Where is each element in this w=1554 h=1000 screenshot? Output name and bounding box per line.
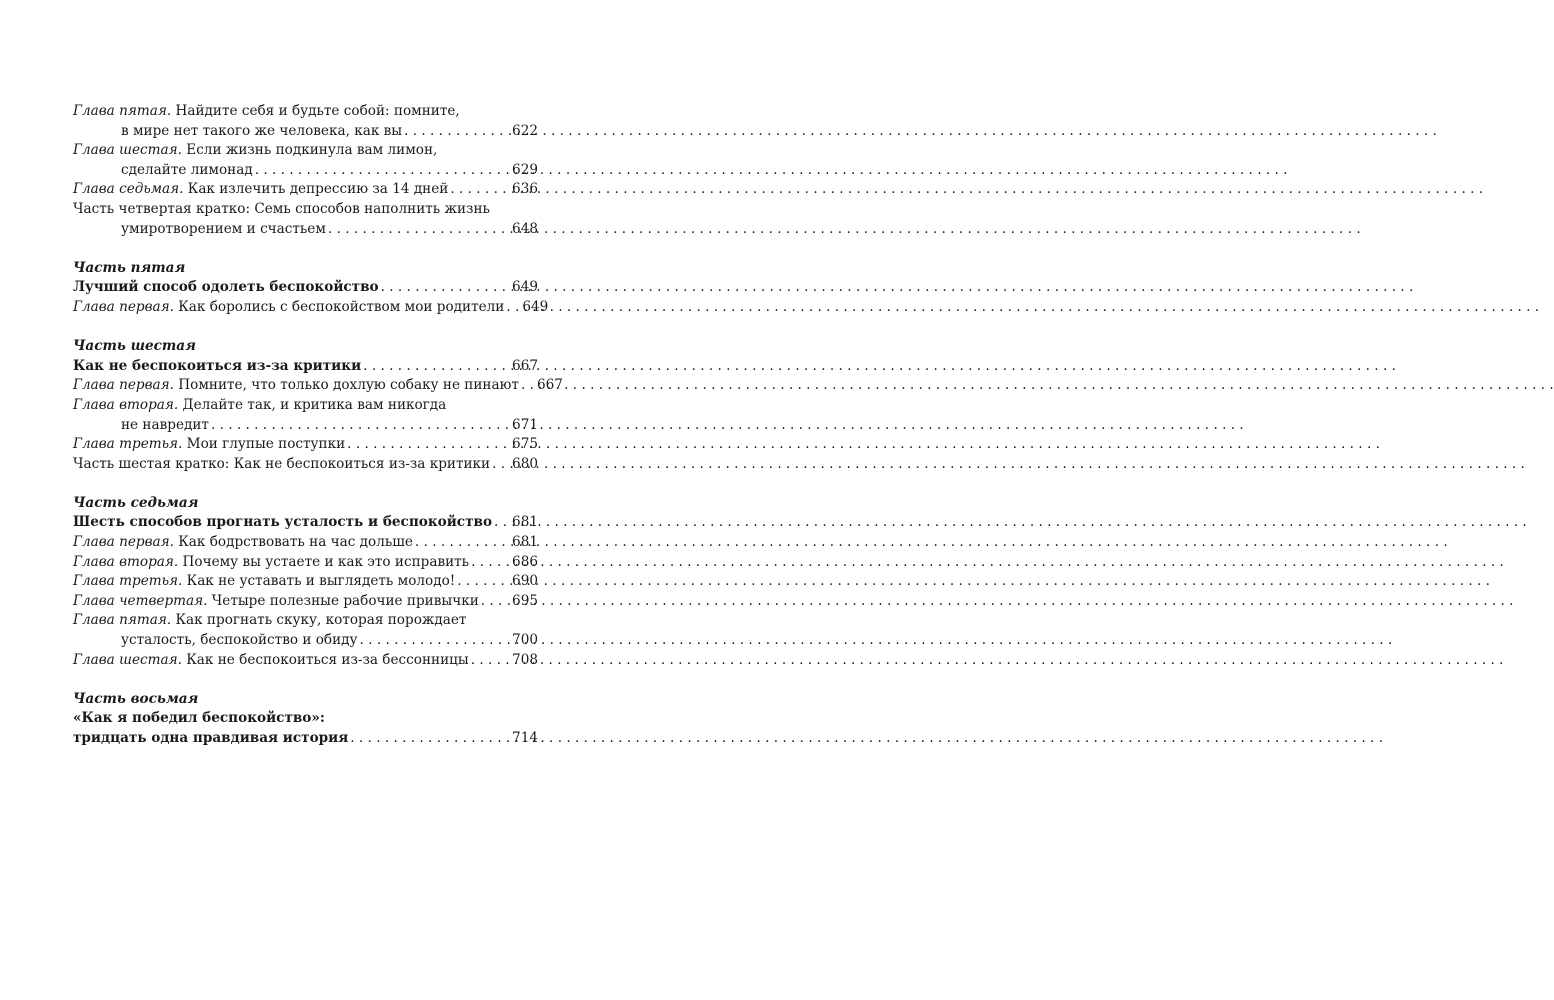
page-number: 667 (536, 377, 563, 394)
dot-leader (448, 180, 512, 200)
summary-title: Часть шестая кратко: Как не беспокоиться из-за критики (73, 455, 491, 472)
chapter-label: Глава первая. (73, 534, 174, 551)
chapter-title-continued: сделайте лимонад (121, 161, 253, 178)
dot-leader (379, 278, 512, 298)
chapter-title: Делайте так, и критика вам никогда (178, 396, 447, 413)
toc-entry-part7-ch6 (73, 651, 538, 671)
part-title: Лучший способ одолеть беспокойство (73, 279, 379, 296)
chapter-title: Мои глупые поступки (182, 436, 346, 453)
page-number: 636 (512, 181, 538, 198)
chapter-label: Глава вторая. (73, 553, 179, 570)
toc-entry-part7-ch4 (73, 592, 538, 612)
toc-entry-part7-ch5-line1 (73, 611, 538, 631)
page-number: 695 (512, 592, 538, 609)
page-number: 714 (512, 730, 538, 746)
toc-entry-part6-ch2-line2 (73, 416, 538, 436)
page-number: 700 (512, 632, 538, 649)
chapter-title: Найдите себя и будьте собой: помните, (171, 103, 460, 119)
toc-entry-part6-ch3 (73, 435, 538, 455)
dot-leader (519, 376, 537, 396)
chapter-label: Глава вторая. (73, 396, 179, 413)
dot-leader (253, 161, 512, 181)
toc-entry-part7-ch1 (73, 533, 538, 553)
part5-heading: Часть пятая (73, 259, 186, 276)
chapter-label: Глава первая. (73, 377, 174, 394)
chapter-label: Глава третья. (73, 573, 183, 590)
page-number: 690 (512, 573, 538, 590)
dot-leader (455, 572, 512, 592)
chapter-title: Как бодрствовать на час дольше (173, 534, 413, 551)
chapter-title: Как боролись с беспокойством мои родители (173, 298, 505, 315)
page-number: 648 (512, 220, 538, 237)
toc-entry-part4-ch5-line2 (73, 122, 538, 142)
page-number: 667 (512, 357, 538, 374)
chapter-label: Глава пятая. (73, 103, 172, 119)
dot-leader (492, 513, 512, 533)
dot-leader (402, 122, 512, 142)
page-number: 675 (512, 436, 538, 453)
summary-title: Часть четвертая кратко: Семь способов наполнить жизнь (73, 200, 490, 217)
toc-entry-part4-ch6-line1 (73, 141, 538, 161)
chapter-label: Глава третья. (73, 436, 183, 453)
part7-heading: Часть седьмая (73, 494, 199, 511)
chapter-title: Как прогнать скуку, которая порождает (171, 612, 467, 629)
summary-title-continued: умиротворением и счастьем (121, 220, 326, 237)
chapter-title: Если жизнь подкинула вам лимон, (181, 142, 438, 159)
toc-entry-part8-title-line2 (73, 729, 538, 749)
part-title: Как не беспокоиться из-за критики (73, 357, 362, 374)
part-heading (73, 494, 538, 514)
dot-leader (348, 729, 512, 749)
toc-entry-part6-summary (73, 455, 538, 475)
part-heading (73, 690, 538, 710)
dot-leader (361, 357, 512, 377)
chapter-title: Помните, что только дохлую собаку не пинают (173, 377, 519, 394)
page-number: 681 (512, 534, 538, 551)
chapter-label: Глава шестая. (73, 142, 182, 159)
dot-leader (358, 631, 513, 651)
chapter-title-continued: в мире нет такого же человека, как вы (121, 122, 403, 139)
dot-leader (209, 416, 512, 436)
toc-entry-part6-ch2-line1 (73, 396, 538, 416)
page-number: 708 (512, 651, 538, 668)
toc-entry-part7-ch5-line2 (73, 631, 538, 651)
chapter-title-continued: усталость, беспокойство и обиду (121, 632, 358, 649)
page-number: 622 (512, 122, 538, 139)
page-number: 649 (522, 298, 549, 315)
toc-entry-part4-ch7 (73, 180, 538, 200)
dot-leader (469, 651, 512, 671)
page-number: 680 (512, 455, 538, 472)
chapter-title: Как не беспокоиться из-за бессонницы (181, 651, 469, 668)
part8-heading: Часть восьмая (73, 690, 199, 707)
chapter-title: Почему вы устаете и как это исправить (178, 553, 470, 570)
page-number: 629 (512, 161, 538, 178)
part-heading (73, 259, 538, 279)
toc-entry-part6-title (73, 357, 538, 377)
chapter-label: Глава четвертая. (73, 592, 208, 609)
toc-entry-part7-ch2 (73, 553, 538, 573)
toc-entry-part4-summary-line1 (73, 200, 538, 220)
chapter-label: Глава пятая. (73, 612, 172, 629)
dot-leader (413, 533, 512, 553)
chapter-label: Глава шестая. (73, 651, 182, 668)
part-title: «Как я победил беспокойство»: (73, 710, 325, 727)
chapter-title-continued: не навредит (121, 416, 209, 433)
part-heading (73, 337, 538, 357)
table-of-contents (73, 102, 563, 749)
part-title-continued: тридцать одна правдивая история (73, 730, 349, 746)
chapter-label: Глава первая. (73, 298, 174, 315)
dot-leader (490, 455, 512, 475)
toc-entry-part5-title (73, 278, 538, 298)
toc-entry-part7-ch3 (73, 572, 538, 592)
toc-entry-part7-title (73, 513, 538, 533)
toc-entry-part4-summary-line2 (73, 220, 538, 240)
toc-entry-part4-ch6-line2 (73, 161, 538, 181)
toc-entry-part6-ch1 (73, 376, 563, 396)
toc-entry-part5-ch1 (73, 298, 549, 318)
dot-leader (326, 220, 512, 240)
chapter-title: Четыре полезные рабочие привычки (207, 592, 479, 609)
page-number: 649 (512, 279, 538, 296)
toc-entry-part4-ch5-line1 (73, 102, 538, 122)
chapter-label: Глава седьмая. (73, 181, 184, 198)
dot-leader (345, 435, 512, 455)
part-title: Шесть способов прогнать усталость и беспокойство (73, 514, 493, 531)
chapter-title: Как не уставать и выглядеть молодо! (182, 573, 456, 590)
dot-leader (479, 592, 512, 612)
dot-leader (469, 553, 512, 573)
chapter-title: Как излечить депрессию за 14 дней (183, 181, 449, 198)
dot-leader (504, 298, 522, 318)
page-number: 671 (512, 416, 538, 433)
page-number: 686 (512, 553, 538, 570)
toc-entry-part8-title-line1 (73, 709, 538, 729)
page-number: 681 (512, 514, 538, 531)
part6-heading: Часть шестая (73, 338, 196, 355)
